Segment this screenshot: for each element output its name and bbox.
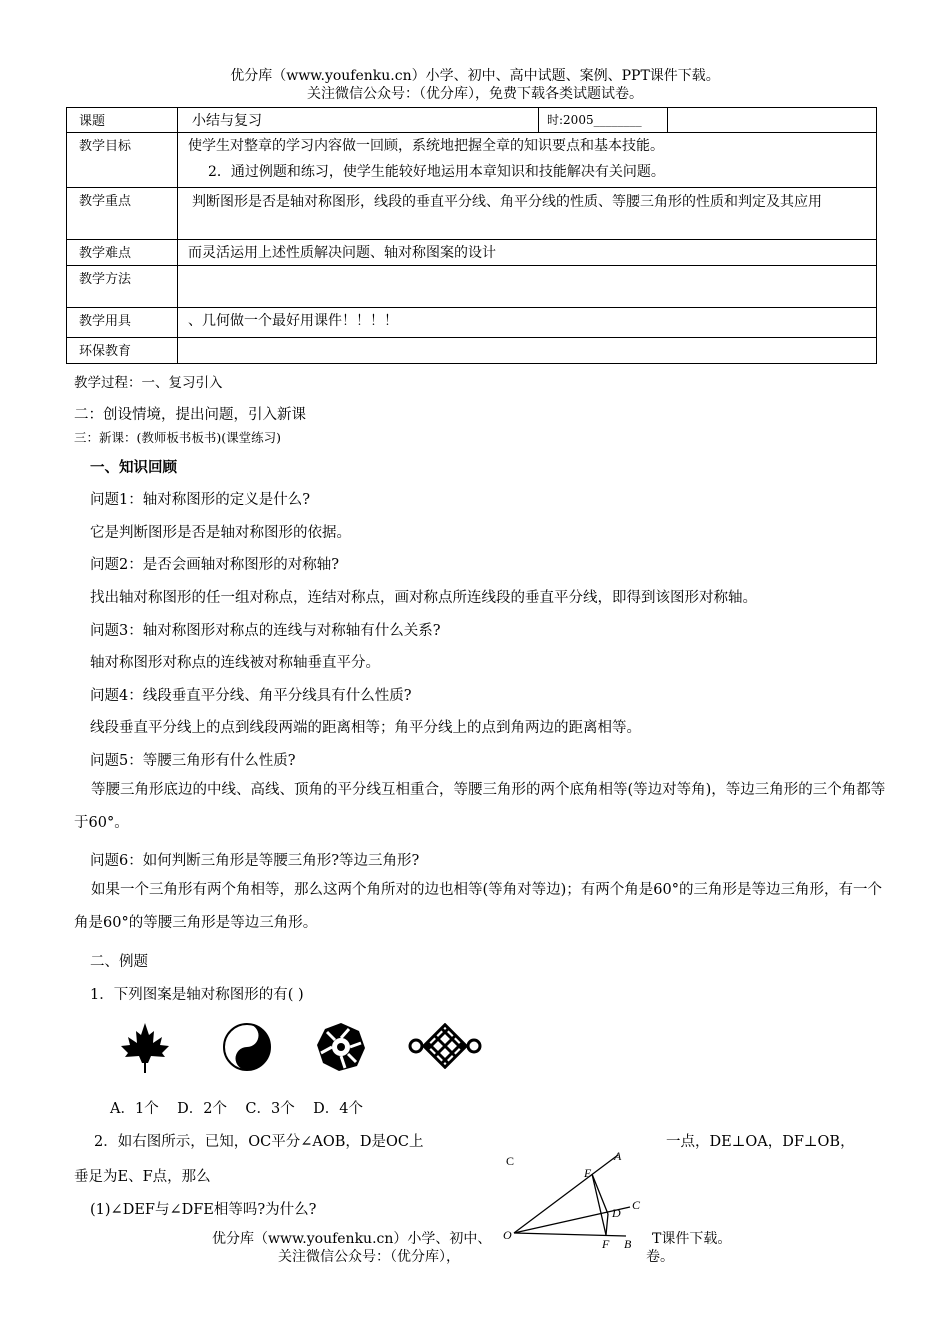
figure-label-f: F	[602, 1237, 610, 1251]
section-1-heading: 一、知识回顾	[90, 459, 177, 476]
difficult-label: 教学难点	[67, 240, 178, 266]
example-2-part-2: 一点，DE⊥OA，DF⊥OB，	[666, 1134, 855, 1150]
method-value	[178, 266, 877, 308]
key-label: 教学重点	[67, 188, 178, 240]
example-1-options: A．1个 D．2个 C．3个 D．4个	[110, 1101, 364, 1117]
figure-label-b: B	[624, 1237, 632, 1251]
maple-leaf-icon	[118, 1021, 172, 1075]
example-2-question-1: (1)∠DEF与∠DFE相等吗?为什么?	[90, 1202, 317, 1218]
camera-shutter-icon	[315, 1021, 367, 1073]
example-1: 1．下列图案是轴对称图形的有( )	[90, 987, 304, 1003]
answer-3: 轴对称图形对称点的连线被对称轴垂直平分。	[90, 655, 380, 671]
figure-label-d: D	[612, 1206, 621, 1220]
question-6: 问题6：如何判断三角形是等腰三角形?等边三角形?	[90, 853, 420, 869]
lesson-plan-table	[66, 107, 877, 364]
topic-cell	[178, 108, 877, 133]
endless-knot-icon	[408, 1023, 482, 1069]
question-1: 问题1：轴对称图形的定义是什么?	[90, 492, 310, 508]
figure-label-o: O	[503, 1228, 512, 1242]
answer-5: 等腰三角形底边的中线、高线、顶角的平分线互相重合，等腰三角形的两个底角相等(等边对等角)，等边三角形的三个角都等于60°。	[74, 782, 886, 831]
step-2-line: 二：创设情境，提出问题，引入新课	[74, 407, 306, 423]
question-3: 问题3：轴对称图形对称点的连线与对称轴有什么关系?	[90, 623, 441, 639]
header-line-1: 优分库（www.youfenku.cn）小学、初中、高中试题、案例、PPT课件下载。	[230, 68, 720, 84]
step-3-line: 三：新课：(教师板书板书)(课堂练习)	[74, 430, 282, 445]
figure-label-c: C	[632, 1198, 641, 1212]
topic-label: 课题	[67, 108, 178, 133]
answer-2: 找出轴对称图形的任一组对称点，连结对称点，画对称点所连线段的垂直平分线，即得到该图形对称轴。	[90, 590, 757, 606]
header-line-2: 关注微信公众号：（优分库），免费下载各类试题试卷。	[307, 86, 643, 102]
answer-4: 线段垂直平分线上的点到线段两端的距离相等；角平分线上的点到角两边的距离相等。	[90, 720, 641, 736]
env-value	[178, 338, 877, 364]
question-2: 问题2：是否会画轴对称图形的对称轴?	[90, 557, 339, 573]
example-2-line-2: 垂足为E、F点，那么	[74, 1169, 211, 1185]
goal-cell	[178, 133, 877, 188]
method-label: 教学方法	[67, 266, 178, 308]
key-value: 判断图形是否是轴对称图形，线段的垂直平分线、角平分线的性质、等腰三角形的性质和判定及其应用	[178, 188, 877, 240]
figure-label-a: A	[614, 1149, 622, 1163]
figure-label-e: E	[584, 1166, 592, 1180]
goal-line-2: 2．通过例题和练习，使学生能较好地运用本章知识和技能解决有关问题。	[208, 164, 665, 180]
angle-bisector-figure	[500, 1147, 650, 1257]
figure-stray-c: C	[506, 1154, 515, 1168]
process-line: 教学过程：一、复习引入	[74, 375, 223, 391]
tools-value: 、几何做一个最好用课件！！！！	[178, 308, 877, 338]
question-5: 问题5：等腰三角形有什么性质?	[90, 753, 296, 769]
footer-line-1: 优分库（www.youfenku.cn）小学、初中、	[212, 1231, 492, 1247]
section-2-heading: 二、例题	[90, 954, 148, 970]
time-value: 时:2005________	[539, 108, 668, 132]
answer-1: 它是判断图形是否是轴对称图形的依据。	[90, 525, 351, 541]
footer-line-2: 关注微信公众号：（优分库），	[278, 1249, 460, 1265]
footer-line-2-end: 卷。	[646, 1249, 674, 1265]
goal-label: 教学目标	[67, 133, 178, 188]
env-label: 环保教育	[67, 338, 178, 364]
difficult-value: 而灵活运用上述性质解决问题、轴对称图案的设计	[178, 240, 877, 266]
tools-label: 教学用具	[67, 308, 178, 338]
answer-6: 如果一个三角形有两个角相等，那么这两个角所对的边也相等(等角对等边)；有两个角是60°的三角形是等边三角形，有一个角是60°的等腰三角形是等边三角形。	[74, 882, 883, 931]
example-2-part-1: 2．如右图所示，已知，OC平分∠AOB，D是OC上	[94, 1134, 424, 1150]
yin-yang-icon	[221, 1021, 273, 1073]
goal-line-1: 使学生对整章的学习内容做一回顾，系统地把握全章的知识要点和基本技能。	[188, 138, 664, 154]
topic-value: 小结与复习	[178, 108, 539, 132]
footer-line-1-end: T课件下载。	[652, 1231, 732, 1247]
question-4: 问题4：线段垂直平分线、角平分线具有什么性质?	[90, 688, 412, 704]
